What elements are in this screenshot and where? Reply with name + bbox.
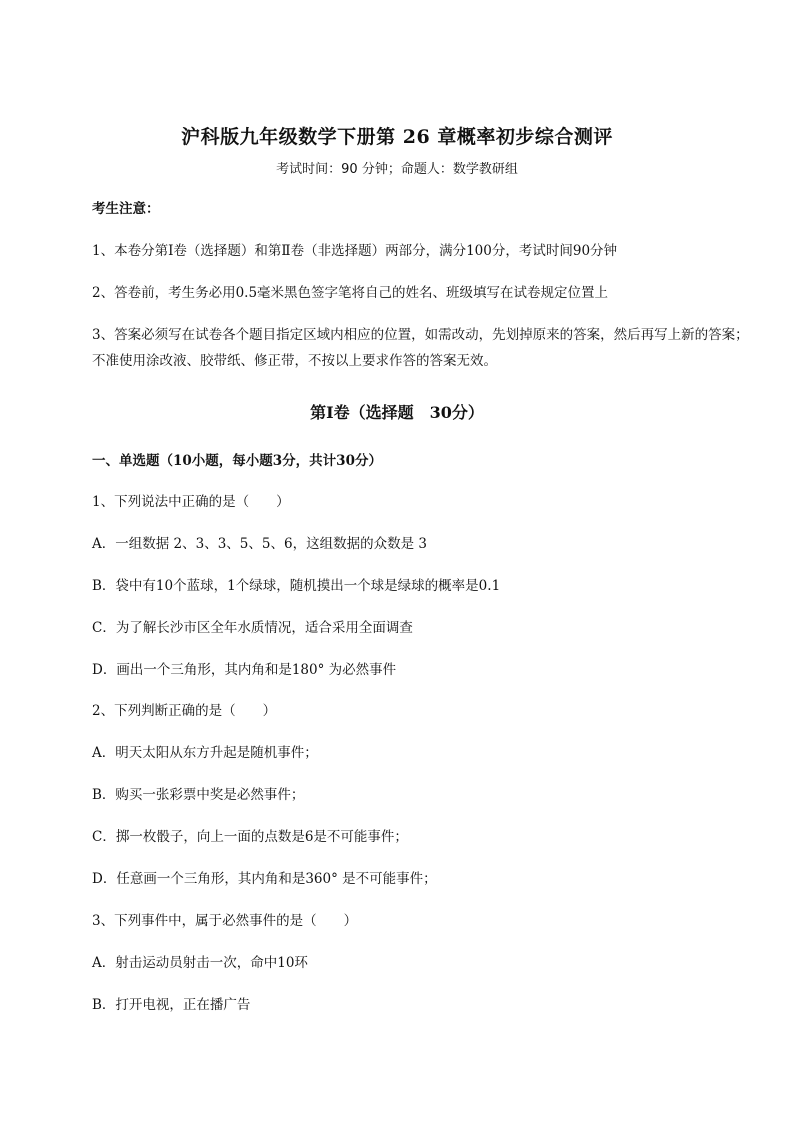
question-1-option-a: A．一组数据 2、3、3、5、5、6，这组数据的众数是 3: [92, 536, 427, 552]
section-heading: 一、单选题（10小题，每小题3分，共计30分）: [92, 453, 382, 469]
question-2-option-a: A．明天太阳从东方升起是随机事件；: [92, 745, 318, 761]
question-3-stem: 3、下列事件中，属于必然事件的是（ ）: [92, 913, 358, 929]
part1-title: 第Ⅰ卷（选择题 30分）: [310, 403, 484, 422]
document-title: 沪科版九年级数学下册第 26 章概率初步综合测评: [181, 126, 613, 148]
question-1-option-c: C．为了解长沙市区全年水质情况，适合采用全面调查: [92, 620, 413, 636]
notice-item-1: 1、本卷分第Ⅰ卷（选择题）和第Ⅱ卷（非选择题）两部分，满分100分，考试时间90分钟: [92, 243, 618, 259]
question-1-stem: 1、下列说法中正确的是（ ）: [92, 494, 290, 510]
notice-heading: 考生注意：: [92, 201, 160, 217]
question-3-option-b: B．打开电视，正在播广告: [92, 997, 251, 1013]
question-3-option-a: A．射击运动员射击一次，命中10环: [92, 955, 308, 971]
document-subtitle: 考试时间：90 分钟；命题人：数学教研组: [276, 162, 518, 177]
question-2-option-b: B．购买一张彩票中奖是必然事件；: [92, 787, 305, 803]
question-1-option-d: D．画出一个三角形，其内角和是180° 为必然事件: [92, 662, 397, 678]
question-1-option-b: B．袋中有10个蓝球，1个绿球，随机摸出一个球是绿球的概率是0.1: [92, 578, 501, 594]
question-2-option-d: D．任意画一个三角形，其内角和是360° 是不可能事件；: [92, 871, 437, 887]
notice-item-2: 2、答卷前，考生务必用0.5毫米黑色签字笔将自己的姓名、班级填写在试卷规定位置上: [92, 285, 609, 301]
notice-item-3: 3、答案必须写在试卷各个题目指定区域内相应的位置，如需改动，先划掉原来的答案，然后再写上新的答案；不准使用涂改液、胶带纸、修正带，不按以上要求作答的答案无效。: [92, 327, 749, 369]
question-2-option-c: C．掷一枚骰子，向上一面的点数是6是不可能事件；: [92, 829, 408, 845]
question-2-stem: 2、下列判断正确的是（ ）: [92, 703, 277, 719]
